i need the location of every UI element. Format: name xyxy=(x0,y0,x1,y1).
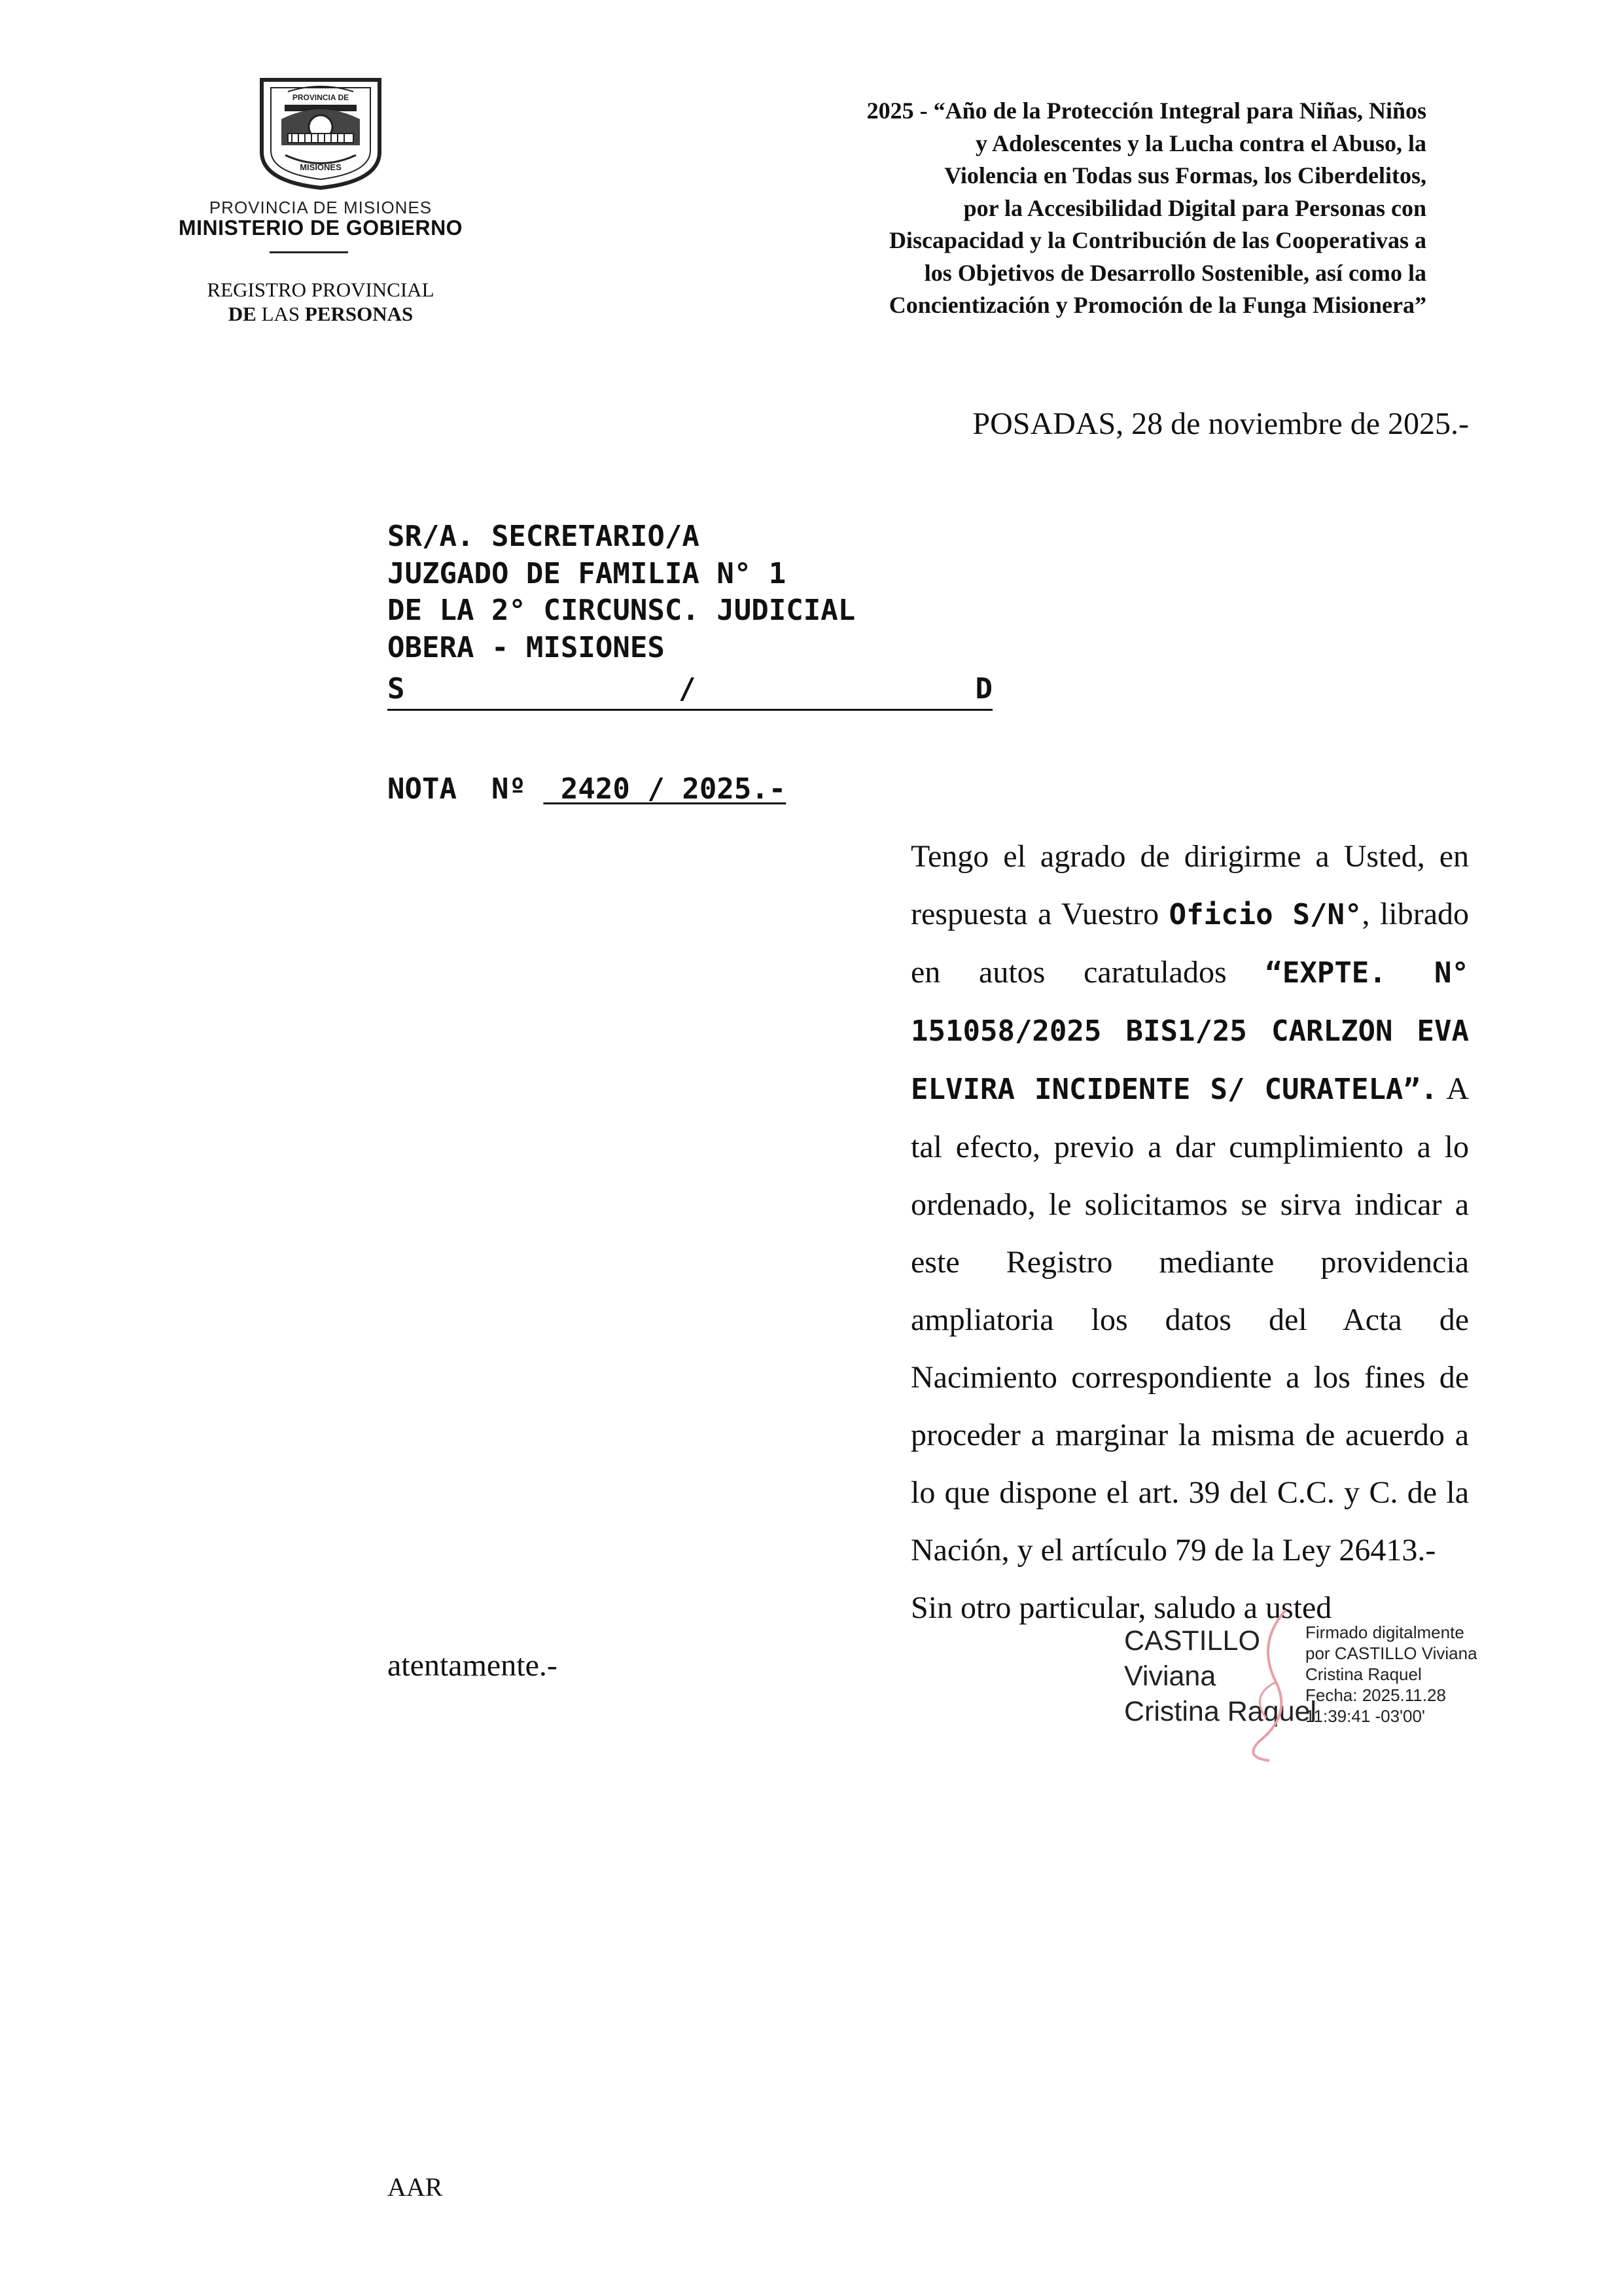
case-title: “EXPTE. N° 151058/2025 BIS1/25 CARLZON EVA ELVIRA INCIDENTE S/ CURATELA”. xyxy=(911,956,1469,1106)
registry-name-line2 xyxy=(150,302,491,326)
recipient-line: SR/A. SECRETARIO/A xyxy=(387,520,699,553)
motto-line: y Adolescentes y la Lucha contra el Abuso, la xyxy=(975,130,1426,156)
province-name: PROVINCIA DE MISIONES xyxy=(209,198,432,217)
oficio-ref: Oficio S/N° xyxy=(1169,898,1362,931)
motto-line: Violencia en Todas sus Formas, los Ciberdelitos, xyxy=(944,162,1426,188)
coat-of-arms-icon xyxy=(249,73,393,191)
registry-line2-las: LAS xyxy=(256,302,305,325)
typist-initials: AAR xyxy=(387,2172,443,2202)
recipient-line: JUZGADO DE FAMILIA N° 1 xyxy=(387,556,786,590)
sd-line xyxy=(387,672,993,711)
motto-line: Concientización y Promoción de la Funga Misionera” xyxy=(889,292,1426,318)
note-number-value: 2420 / 2025.- xyxy=(543,772,786,806)
signer-name-line: Cristina Raquel xyxy=(1124,1696,1316,1727)
body-text: A tal efecto, previo a dar cumplimiento a lo ordenado, le solicitamos se sirva indicar a este Registro mediante providencia ampliatoria los datos del Acta de Nacimiento correspondiente a los fines de proceder a marginar la misma de acuerdo a lo que dispone el art. 39 del C.C. y C. de la Nación, y el artículo 79 de la Ley 26413.- xyxy=(911,1071,1469,1568)
closing-line: Sin otro particular, saludo a usted xyxy=(911,1590,1332,1625)
body-paragraph xyxy=(387,828,1469,1579)
signature-detail-line: Cristina Raquel xyxy=(1305,1664,1422,1684)
sd-slash: / xyxy=(679,672,696,706)
motto-line: los Objetivos de Desarrollo Sostenible, así como la xyxy=(924,259,1426,286)
recipient-block xyxy=(387,518,1042,666)
registry-line2-de: DE xyxy=(228,302,256,325)
digital-signature-details xyxy=(1305,1622,1477,1727)
registry-line2-personas: PERSONAS xyxy=(304,302,414,325)
year-motto xyxy=(582,95,1426,322)
sd-s: S xyxy=(387,672,405,706)
seal-text-top: PROVINCIA DE xyxy=(292,93,349,102)
body-text: Tengo el agrado de dirigirme a Usted, en respuesta a Vuestro xyxy=(911,839,1469,931)
signature-flourish-icon xyxy=(1230,1604,1309,1767)
recipient-line: DE LA 2° CIRCUNSC. JUDICIAL xyxy=(387,594,856,627)
motto-line: Discapacidad y la Contribución de las Cooperativas a xyxy=(889,227,1426,253)
signature-detail-line: Firmado digitalmente xyxy=(1305,1623,1464,1642)
document-date: POSADAS, 28 de noviembre de 2025.- xyxy=(972,406,1469,441)
motto-line: 2025 - “Año de la Protección Integral para Niñas, Niños xyxy=(866,98,1426,124)
ministry-name: MINISTERIO DE GOBIERNO xyxy=(178,216,463,240)
signature-detail-line: por CASTILLO Viviana xyxy=(1305,1643,1477,1663)
note-number xyxy=(387,772,786,806)
letter-body xyxy=(387,828,1469,1695)
registry-name-line1: REGISTRO PROVINCIAL xyxy=(207,278,434,301)
recipient-line: OBERA - MISIONES xyxy=(387,630,665,664)
motto-line: por la Accesibilidad Digital para Personas con xyxy=(963,194,1426,221)
header-divider xyxy=(270,251,348,253)
signature-detail-line: Fecha: 2025.11.28 xyxy=(1305,1685,1446,1705)
seal-text-bottom: MISIONES xyxy=(300,162,342,172)
sd-d: D xyxy=(975,672,993,706)
signer-name-line: CASTILLO xyxy=(1124,1625,1260,1657)
closing-end: atentamente.- xyxy=(387,1648,557,1683)
note-label: NOTA Nº xyxy=(387,772,544,806)
signer-name-line: Viviana xyxy=(1124,1660,1216,1692)
body-text: , librado en autos caratulados xyxy=(911,897,1469,990)
signature-detail-line: 11:39:41 -03'00' xyxy=(1305,1706,1425,1726)
